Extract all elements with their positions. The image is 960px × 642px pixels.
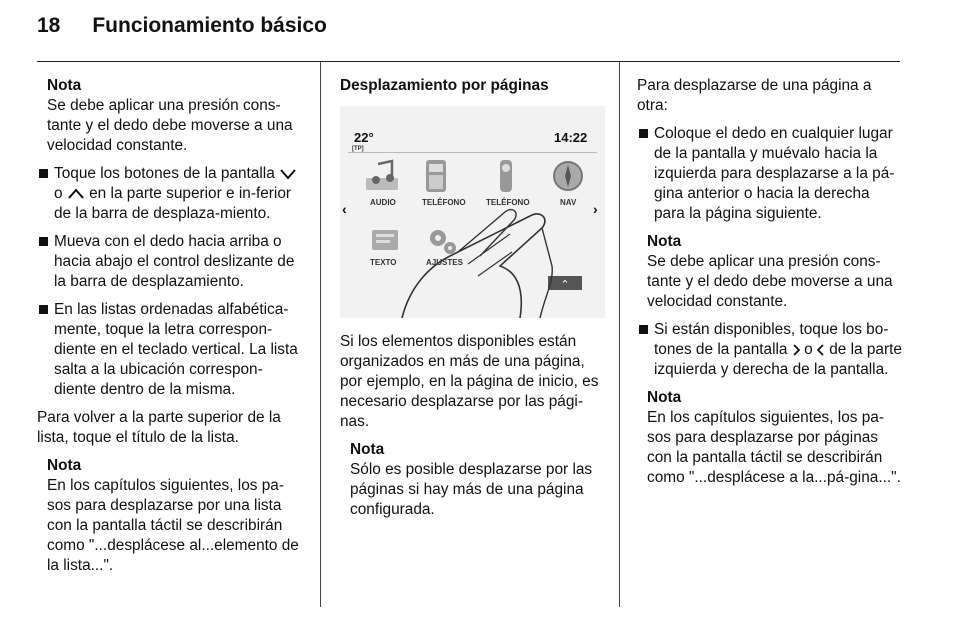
list-item-text: Si están disponibles, toque los bo-tones de la pantalla	[654, 321, 889, 358]
bullet-square-icon	[639, 325, 648, 334]
paragraph: Para volver a la parte superior de la lista, toque el título de la lista.	[37, 409, 281, 446]
list-item	[37, 300, 303, 400]
chevron-up-icon: ⌃	[560, 279, 570, 291]
list-item-text: Mueva con el dedo hacia arriba o hacia abajo el control deslizante de la barra de desplazamiento.	[54, 233, 295, 290]
icon-label: TELÉFONO	[422, 198, 466, 207]
chevron-down-icon	[279, 168, 297, 180]
note-title: Nota	[47, 77, 82, 94]
note-title: Nota	[47, 457, 82, 474]
note-text: Sólo es posible desplazarse por las páginas si hay más de una página configurada.	[350, 461, 593, 518]
list-item-text: Coloque el dedo en cualquier lugar de la pantalla y muévalo hacia la izquierda para desplazarse a la pá-gina anterior o hacia la derecha para la página siguiente.	[654, 125, 895, 222]
paragraph: Para desplazarse de una página a otra:	[637, 77, 872, 114]
column-2-body	[340, 332, 605, 528]
note-text: Se debe aplicar una presión cons-tante y el dedo debe moverse a una velocidad constante.	[647, 253, 893, 310]
bullet-square-icon	[639, 129, 648, 138]
paragraph: Si los elementos disponibles están organizados en más de una página, por ejemplo, en la página de inicio, es necesario desplazarse por las pági-nas.	[340, 333, 599, 430]
note-title: Nota	[647, 389, 682, 406]
clock-readout: 14:22	[554, 130, 588, 145]
chevron-left-icon	[817, 344, 825, 356]
note-block	[37, 76, 303, 156]
chevron-right-icon	[792, 344, 800, 356]
right-arrow-icon: ›	[593, 201, 598, 217]
icon-label: AUDIO	[370, 198, 396, 207]
touchscreen-illustration	[340, 106, 605, 318]
page-header	[37, 14, 327, 38]
icon-label: TELÉFONO	[486, 198, 530, 207]
note-block	[340, 440, 605, 520]
section-heading: Desplazamiento por páginas	[340, 77, 549, 94]
column-divider-2	[619, 62, 620, 607]
note-block	[637, 388, 903, 488]
icon-label: NAV	[560, 198, 577, 207]
icon-label: TEXTO	[370, 258, 397, 267]
list-item-text: en la parte superior e in-ferior de la barra de desplaza-miento.	[54, 185, 292, 222]
bullet-square-icon	[39, 305, 48, 314]
note-title: Nota	[350, 441, 385, 458]
list-item-text: o	[54, 185, 63, 202]
bullet-square-icon	[39, 169, 48, 178]
column-2	[340, 76, 605, 104]
left-arrow-icon: ‹	[342, 201, 347, 217]
list-item	[37, 164, 303, 224]
hand-swipe-icon	[340, 106, 605, 318]
list-item-text: o	[804, 341, 813, 358]
list-item-text: de la parte izquierda y derecha de la pantalla.	[654, 341, 902, 378]
page-title: Funcionamiento básico	[92, 14, 327, 37]
list-item	[37, 232, 303, 292]
chevron-up-icon	[67, 188, 85, 200]
column-3	[637, 76, 903, 496]
note-text: En los capítulos siguientes, los pa-sos para desplazarse por páginas con la pantalla táctil se describirán como "...desplácese a la...pá-gina...".	[647, 409, 901, 486]
list-item	[637, 124, 903, 224]
icon-label: AJUSTES	[426, 258, 463, 267]
note-title: Nota	[647, 233, 682, 250]
temperature-readout: 22°	[354, 130, 374, 145]
tp-indicator: [TP]	[352, 146, 364, 152]
column-1	[37, 76, 303, 584]
note-block	[637, 232, 903, 312]
note-text: Se debe aplicar una presión cons-tante y el dedo debe moverse a una velocidad constante.	[47, 97, 293, 154]
list-item	[637, 320, 903, 380]
column-divider-1	[320, 62, 321, 607]
list-item-text: Toque los botones de la pantalla	[54, 165, 275, 182]
page-number: 18	[37, 14, 61, 37]
header-rule	[37, 61, 900, 62]
note-text: En los capítulos siguientes, los pa-sos para desplazarse por una lista con la pantalla táctil se describirán como "...desplácese al...elemento de la lista...".	[47, 477, 299, 574]
note-block	[37, 456, 303, 576]
bullet-square-icon	[39, 237, 48, 246]
list-item-text: En las listas ordenadas alfabética-mente, toque la letra correspon-diente en el teclado vertical. La lista salta a la ubicación correspon-diente dentro de la misma.	[54, 301, 298, 398]
